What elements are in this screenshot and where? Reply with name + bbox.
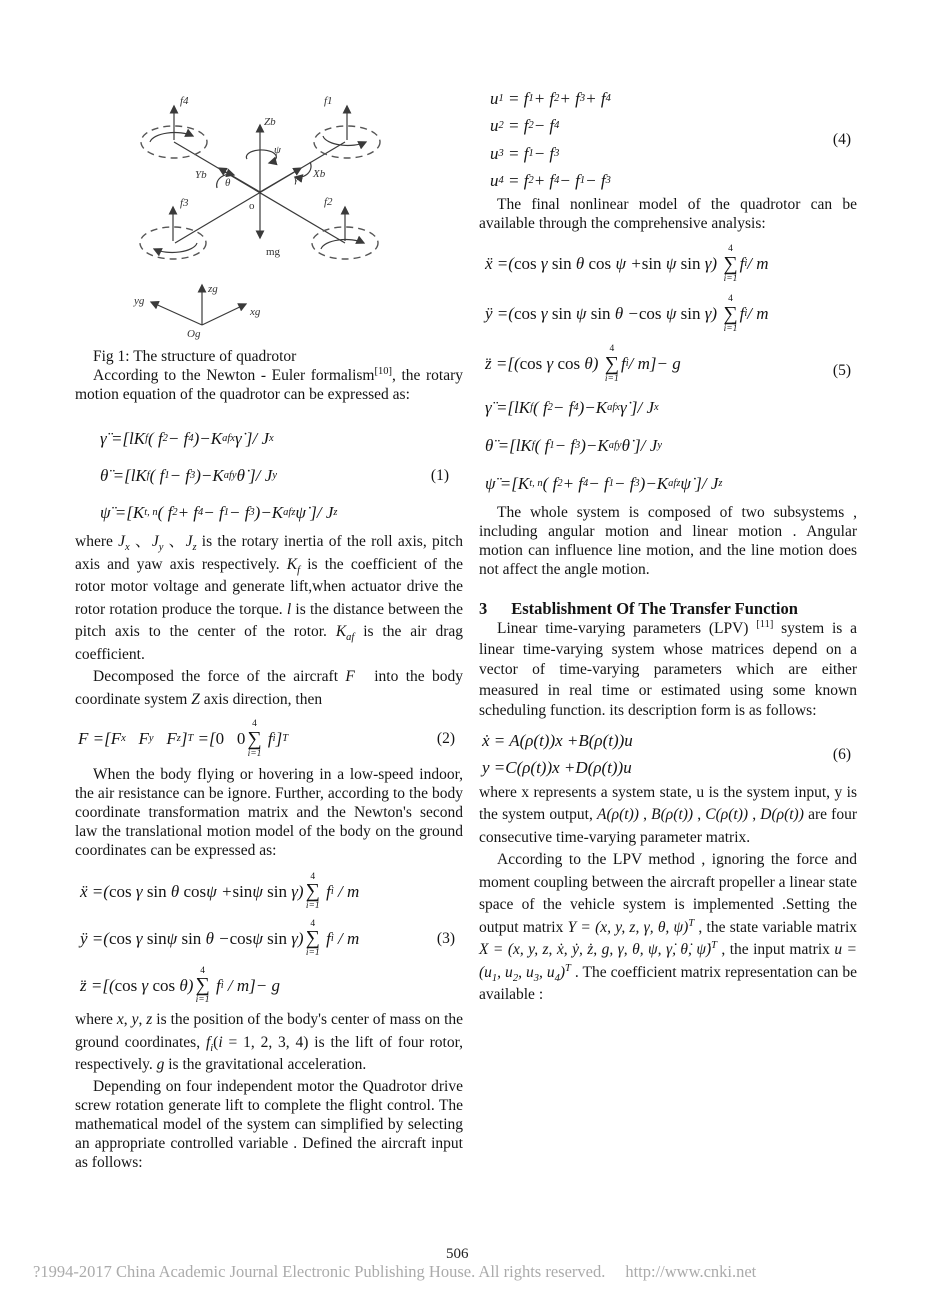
footer-copyright <box>33 1262 756 1282</box>
equation-1-number: (1) <box>430 466 449 484</box>
theta-angle-label: θ <box>225 177 231 189</box>
equation-3-number: (3) <box>436 929 455 947</box>
equation-5-line-3: z̈ =[( cos γ cos θ) 4 ∑ i=1 f i / m]− g <box>485 344 681 384</box>
rotor-f1-label: f1 <box>324 95 333 107</box>
equation-6-number: (6) <box>832 745 851 763</box>
paragraph-lpv-intro: Linear time-varying parameters (LPV) [11] system is a linear time-varying system whose matrices depend on a vector of time-varying parameters which are either measured in real time or estimated using some known scheduling function. its description form is as follows: <box>479 618 857 719</box>
yb-axis-label: Yb <box>195 169 207 181</box>
equation-5 <box>479 239 857 503</box>
section-heading-3 <box>479 599 857 619</box>
equation-1-line-1: γ̈ =[lK f ( f 2 − f 4 )−K afx γ̇ ]/ J x <box>100 428 274 448</box>
equation-5-line-4: γ̈ =[lK f ( f 2 − f 4 )−K afx γ̇ ]/ J x <box>485 398 659 417</box>
zb-axis-label: Zb <box>264 116 276 128</box>
equation-3-line-3: z̈ =[( cos γ cos θ) 4 ∑ i=1 f i / m]− g <box>80 965 280 1005</box>
footer-url: http://www.cnki.net <box>625 1262 757 1281</box>
paragraph-hovering: When the body flying or hovering in a low-speed indoor, the air resistance can be ignore. Further, according to the body coordinate transformation matrix and the Newton's second law the translational motion model of the body on the ground coordinates can be expressed as: <box>75 766 463 859</box>
equation-5-line-2: ÿ =( cos γ sin ψ sin θ − cos ψ sin γ) 4 ∑ i=1 f i / m <box>485 294 769 334</box>
gamma-angle-label: γ <box>294 173 299 185</box>
equation-6-line-2: y =C(ρ(t))x +D(ρ(t))u <box>482 758 632 777</box>
figure-caption: Fig 1: The structure of quadrotor <box>93 348 297 365</box>
right-column <box>479 85 857 1007</box>
equation-2-number: (2) <box>436 730 455 747</box>
psi-angle-label: ψ <box>274 144 281 156</box>
equation-3-line-2: ÿ =( cos γ sin ψ sin θ − cos ψ sin γ) 4 ∑ i=1 f i / m <box>80 918 360 958</box>
equation-2-line-1: F =[F x F y F z ] T =[ 0 0 4 ∑ i=1 f i ] T <box>78 719 289 759</box>
paragraph-where-state: where x represents a system state, u is the system input, y is the system output, A(ρ(t)) , B(ρ(t)) , C(ρ(t)) , D(ρ(t)) are four consecutive time-varying parameter matrix. <box>479 783 857 846</box>
equation-5-line-6: ψ̈ =[K t, n ( f 2 + f 4 − f 1 − f 3 )−K afz ψ̇ ]/ J z <box>485 474 723 493</box>
section-title: Establishment Of The Transfer Function <box>511 599 798 618</box>
copyright-text: ?1994-2017 China Academic Journal Electronic Publishing House. All rights reserved. <box>33 1262 606 1281</box>
equation-4-line-1: u 1 = f 1 + f 2 + f 3 + f 4 <box>490 88 611 108</box>
equation-3-line-1: ẍ =( cos γ sin θ cos ψ + sin ψ sin γ) 4 ∑ i=1 f i / m <box>80 871 360 911</box>
paragraph-where-inertia: where $J_x$ 、$J_y$ 、$J_z$ is the rotary inertia of the roll axis, pitch axis and yaw axis respectively. $K_f$ is the coefficient of the rotor motor voltage and generate lift,when actuator drive the rotor rotation produce the torque. l is the distance between the pitch axis to the center of the rotor. $K_{af}$ is the air drag coefficient. <box>75 533 464 663</box>
zg-axis-label: zg <box>208 283 218 295</box>
rotor-f3-label: f3 <box>180 197 189 209</box>
equation-4-number: (4) <box>832 131 851 148</box>
figure-1 <box>75 85 463 366</box>
quadrotor-diagram <box>117 85 422 347</box>
paragraph-according-lpv: According to the LPV method , ignoring the force and moment coupling between the aircraft propeller a linear state space of the vehicle system is implemented .Setting the output matrix Y = (x, y, z, γ, θ, ψ)$^T$ , the state variable matrix X = (x, y, z, ẋ, ẏ, ż, g, γ, θ, ψ, γ̇, θ̇, ψ̇)$^T$ , the input matrix $u = (u_1$, $u_2$, $u_3$, $u_4)^T$ . The coefficient matrix representation can be available : <box>479 851 858 1003</box>
mg-vector-label: mg <box>266 246 281 258</box>
paragraph-newton-euler: According to the Newton - Euler formalism[10], the rotary motion equation of the quadrotor can be expressed as: <box>75 365 463 403</box>
section-number: 3 <box>479 599 488 618</box>
equation-4-line-2: u 2 = f 2 − f 4 <box>490 116 560 136</box>
equation-3 <box>75 868 463 1009</box>
left-column <box>75 85 463 1172</box>
paragraph-decomposed-force: Decomposed the force of the aircraft F⃗ into the body coordinate system Z axis direction, then <box>75 668 463 708</box>
equation-6-line-1: ẋ = A(ρ(t))x +B(ρ(t))u <box>482 731 633 750</box>
xg-axis-label: xg <box>250 306 261 318</box>
equation-5-line-5: θ̈ =[lK f ( f 1 − f 3 )−K afy θ̇ ]/ J y <box>485 436 662 455</box>
og-origin-label: Og <box>187 328 201 340</box>
paragraph-depending: Depending on four independent motor the Quadrotor drive screw rotation generate lift to complete the flight control. The mathematical model of the system can simplified by selecting an appropriate controlled variable . Defined the aircraft input as follows: <box>75 1077 463 1171</box>
page-number: 506 <box>446 1246 469 1262</box>
xb-axis-label: Xb <box>313 168 326 180</box>
equation-1 <box>75 420 463 531</box>
equation-5-line-1: ẍ =( cos γ sin θ cos ψ + sin ψ sin γ) 4 ∑ i=1 f i / m <box>485 244 769 284</box>
paragraph-where-position: where x, y, z is the position of the body's center of mass on the ground coordinates, $f_i(i = 1$, 2, 3, 4) is the lift of four rotor, respectively. g is the gravitational acceleration. <box>75 1011 464 1073</box>
yg-axis-label: yg <box>134 295 145 307</box>
rotor-f2-label: f2 <box>324 196 333 208</box>
equation-6 <box>479 728 857 782</box>
equation-1-line-2: θ̈ =[lK f ( f 1 − f 3 )−K afy θ̇ ]/ J y <box>100 465 277 485</box>
paragraph-final-model: The final nonlinear model of the quadrotor can be available through the comprehensive analysis: <box>479 196 857 232</box>
equation-5-number: (5) <box>832 362 851 379</box>
equation-2 <box>75 713 463 765</box>
rotor-f4-label: f4 <box>180 95 189 107</box>
equation-4-line-3: u 3 = f 1 − f 3 <box>490 143 560 163</box>
equation-4 <box>479 85 857 195</box>
origin-o-label: o <box>249 200 255 212</box>
paragraph-whole-system: The whole system is composed of two subsystems , including angular motion and linear motion . Angular motion can influence line motion, and the line motion does not affect the angle motion. <box>479 504 857 578</box>
equation-1-line-3: ψ̈ =[K t, n ( f 2 + f 4 − f 1 − f 3 )−K afz ψ̇ ]/ J z <box>100 502 338 522</box>
equation-4-line-4: u 4 = f 2 + f 4 − f 1 − f 3 <box>490 171 611 191</box>
